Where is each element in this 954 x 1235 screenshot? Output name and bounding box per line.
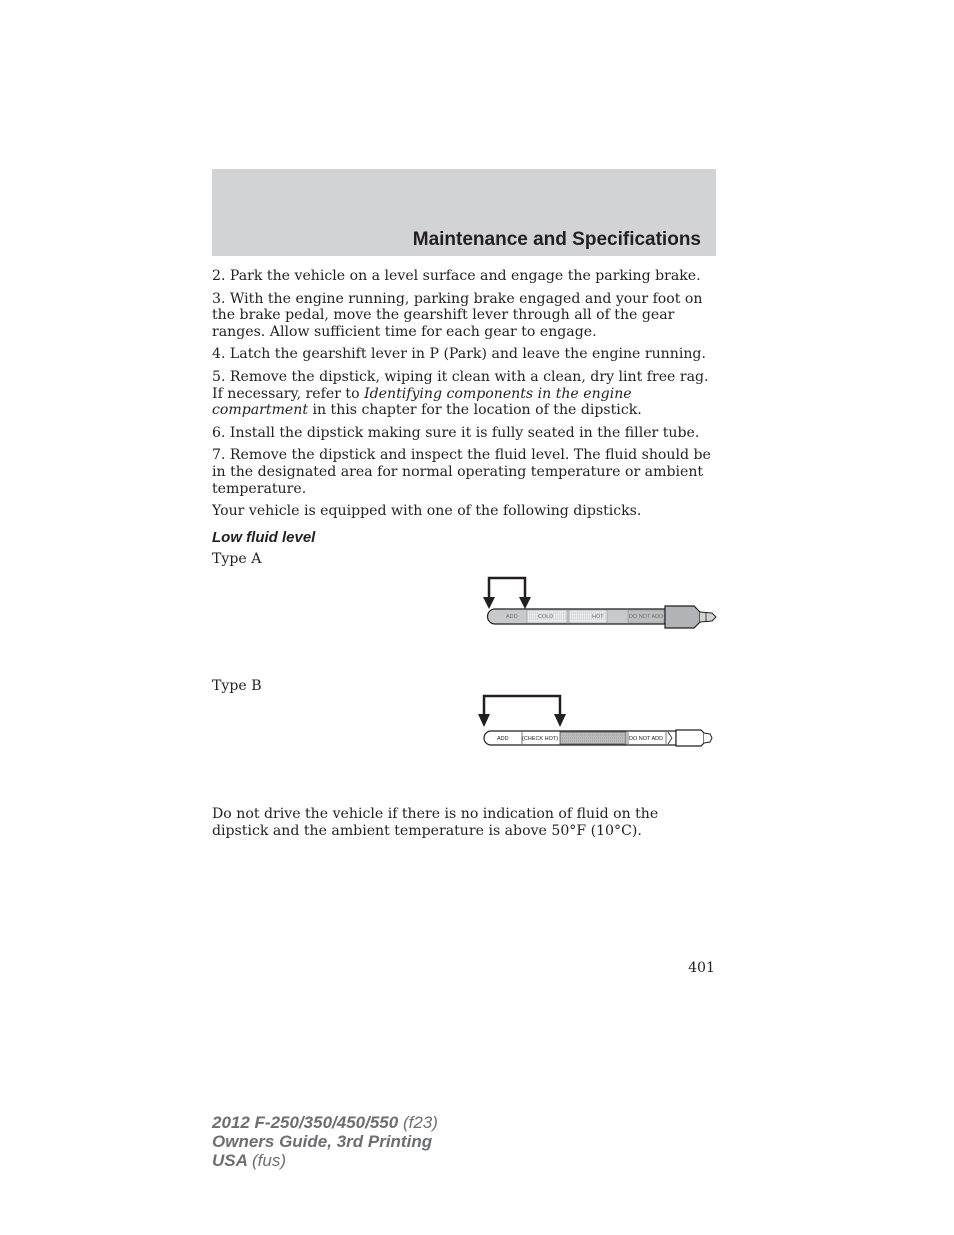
step-5-text: 5. Remove the dipstick, wiping it clean with a clean, dry lint free rag. If necessary, refer to (212, 368, 709, 402)
type-a-label: Type A (212, 551, 262, 567)
type-a-hot-mark: HOT (592, 614, 604, 620)
type-a-dipstick (488, 606, 717, 628)
step-5-reference: Identifying components in the engine compartment (212, 385, 632, 419)
document-footer (212, 1113, 438, 1170)
footer-region-code: (fus) (252, 1151, 286, 1170)
type-a-level-arrows (483, 578, 531, 609)
step-2: 2. Park the vehicle on a level surface and engage the parking brake. (212, 268, 701, 284)
header-band (212, 169, 716, 256)
type-b-label: Type B (212, 678, 262, 694)
type-a-cold-mark: COLD (538, 614, 554, 620)
footer-model: 2012 F-250/350/450/550 (212, 1113, 399, 1132)
warning-text: Do not drive the vehicle if there is no indication of fluid on the dipstick and the ambient temperature is above 50°F (10°C). (212, 806, 659, 839)
page-title: Maintenance and Specifications (412, 229, 701, 250)
step-7: 7. Remove the dipstick and inspect the fluid level. The fluid should be in the designated area for normal operating temperature or ambient temperature. (212, 447, 711, 497)
step-6: 6. Install the dipstick making sure it is fully seated in the filler tube. (212, 424, 700, 441)
footer-guide: Owners Guide, 3rd Printing (212, 1132, 433, 1151)
page-number: 401 (688, 960, 715, 976)
instructions (212, 268, 718, 552)
type-a-do-not-add-mark: DO NOT ADD (629, 614, 664, 620)
step-4: 4. Latch the gearshift lever in P (Park) and leave the engine running. (212, 346, 706, 363)
type-b-dipstick-diagram (476, 690, 720, 750)
dipstick-note: Your vehicle is equipped with one of the following dipsticks. (212, 503, 642, 520)
type-b-level-arrows (478, 696, 566, 727)
type-b-dipstick (484, 730, 712, 746)
type-b-check-hot-mark: (CHECK HOT) (522, 736, 559, 742)
footer-model-code: (f23) (402, 1113, 438, 1132)
step-5 (212, 369, 718, 419)
type-b-do-not-add-mark: DO NOT ADD (629, 736, 664, 742)
section-heading: Low fluid level (212, 528, 316, 546)
type-b-add-mark: ADD (497, 736, 509, 742)
step-3: 3. With the engine running, parking brake engaged and your foot on the brake pedal, move the gearshift lever through all of the gear ranges. Allow sufficient time for each gear to engage. (212, 290, 703, 340)
footer-model-line (212, 1113, 438, 1132)
footer-region-line (212, 1151, 438, 1170)
type-a-add-mark: ADD (506, 614, 518, 620)
step-5-text-end: in this chapter for the location of the dipstick. (308, 402, 642, 419)
type-a-dipstick-diagram (480, 574, 720, 630)
footer-region: USA (212, 1151, 248, 1170)
